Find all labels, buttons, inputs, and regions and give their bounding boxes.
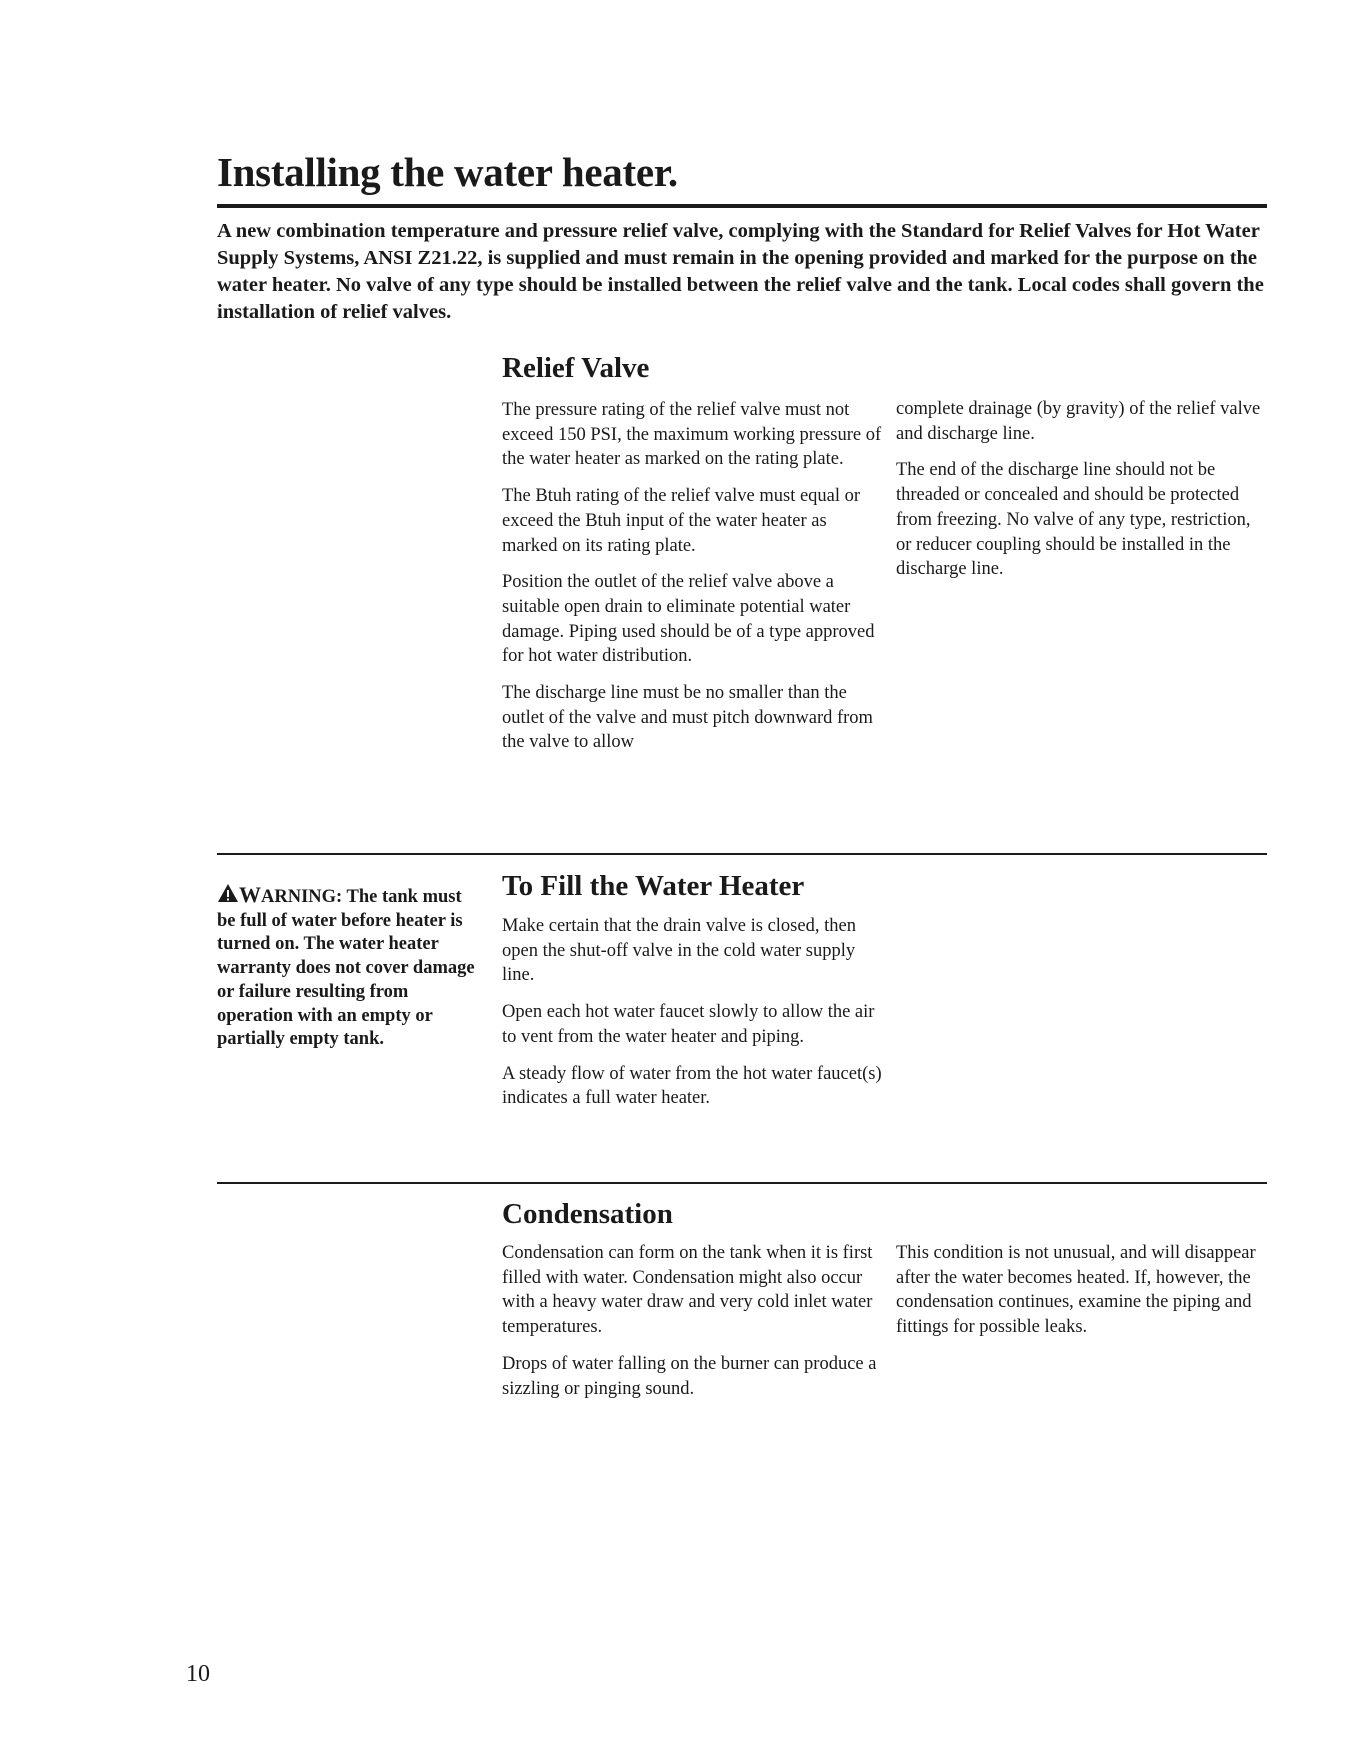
fill-heading: To Fill the Water Heater (502, 870, 805, 902)
condensation-paragraph: This condition is not unusual, and will disappear after the water becomes heated. If, however, the condensation continues, examine the piping and fittings for possible leaks. (896, 1243, 1256, 1338)
title-divider (217, 204, 1267, 208)
relief-valve-paragraph: The pressure rating of the relief valve must not exceed 150 PSI, the maximum working pressure of the water heater as marked on the rating plate. (502, 400, 882, 470)
relief-valve-paragraph: Position the outlet of the relief valve above a suitable open drain to eliminate potential water damage. Piping used should be of a type approved for hot water distribution. (502, 572, 875, 667)
relief-valve-paragraph: The end of the discharge line should not be threaded or concealed and should be protected from freezing. No valve of any type, restriction, or reducer coupling should be installed in the discharge line. (896, 460, 1251, 580)
condensation-paragraph: Condensation can form on the tank when it is first filled with water. Condensation might also occur with a heavy water draw and very cold inlet water temperatures. (502, 1243, 873, 1338)
condensation-left-column (502, 1241, 882, 1413)
warning-label: ARNING: (261, 887, 343, 907)
intro-paragraph: A new combination temperature and pressure relief valve, complying with the Standard for Relief Valves for Hot Water Supply Systems, ANSI Z21.22, is supplied and must remain in the opening provided and marked for the purpose on the water heater. No valve of any type should be installed between the relief valve and the tank. Local codes shall govern the installation of relief valves. (217, 220, 1264, 323)
condensation-heading: Condensation (502, 1198, 673, 1230)
warning-text: The tank must be full of water before heater is turned on. The water heater warranty does not cover damage or failure resulting from operation with an empty or partially empty tank. (217, 887, 475, 1050)
section-divider (217, 1182, 1267, 1184)
fill-paragraph: Make certain that the drain valve is closed, then open the shut-off valve in the cold water supply line. (502, 916, 856, 986)
condensation-right-column (896, 1241, 1268, 1352)
condensation-paragraph: Drops of water falling on the burner can produce a sizzling or pinging sound. (502, 1353, 877, 1399)
warning-label-initial: W (239, 882, 261, 907)
warning-note (217, 883, 477, 1052)
relief-valve-left-column (502, 398, 882, 767)
page-title: Installing the water heater. (217, 149, 678, 195)
fill-column (502, 914, 882, 1123)
fill-paragraph: A steady flow of water from the hot water faucet(s) indicates a full water heater. (502, 1063, 882, 1109)
relief-valve-heading: Relief Valve (502, 352, 650, 384)
page-number: 10 (186, 1661, 210, 1687)
relief-valve-paragraph: complete drainage (by gravity) of the relief valve and discharge line. (896, 399, 1261, 444)
relief-valve-right-column (896, 397, 1268, 594)
relief-valve-paragraph: The discharge line must be no smaller than the outlet of the valve and must pitch downward from the valve to allow (502, 683, 873, 753)
warning-triangle-icon (217, 883, 239, 903)
relief-valve-paragraph: The Btuh rating of the relief valve must equal or exceed the Btuh input of the water heater as marked on its rating plate. (502, 486, 861, 556)
fill-paragraph: Open each hot water faucet slowly to allow the air to vent from the water heater and piping. (502, 1002, 875, 1047)
section-divider (217, 853, 1267, 855)
